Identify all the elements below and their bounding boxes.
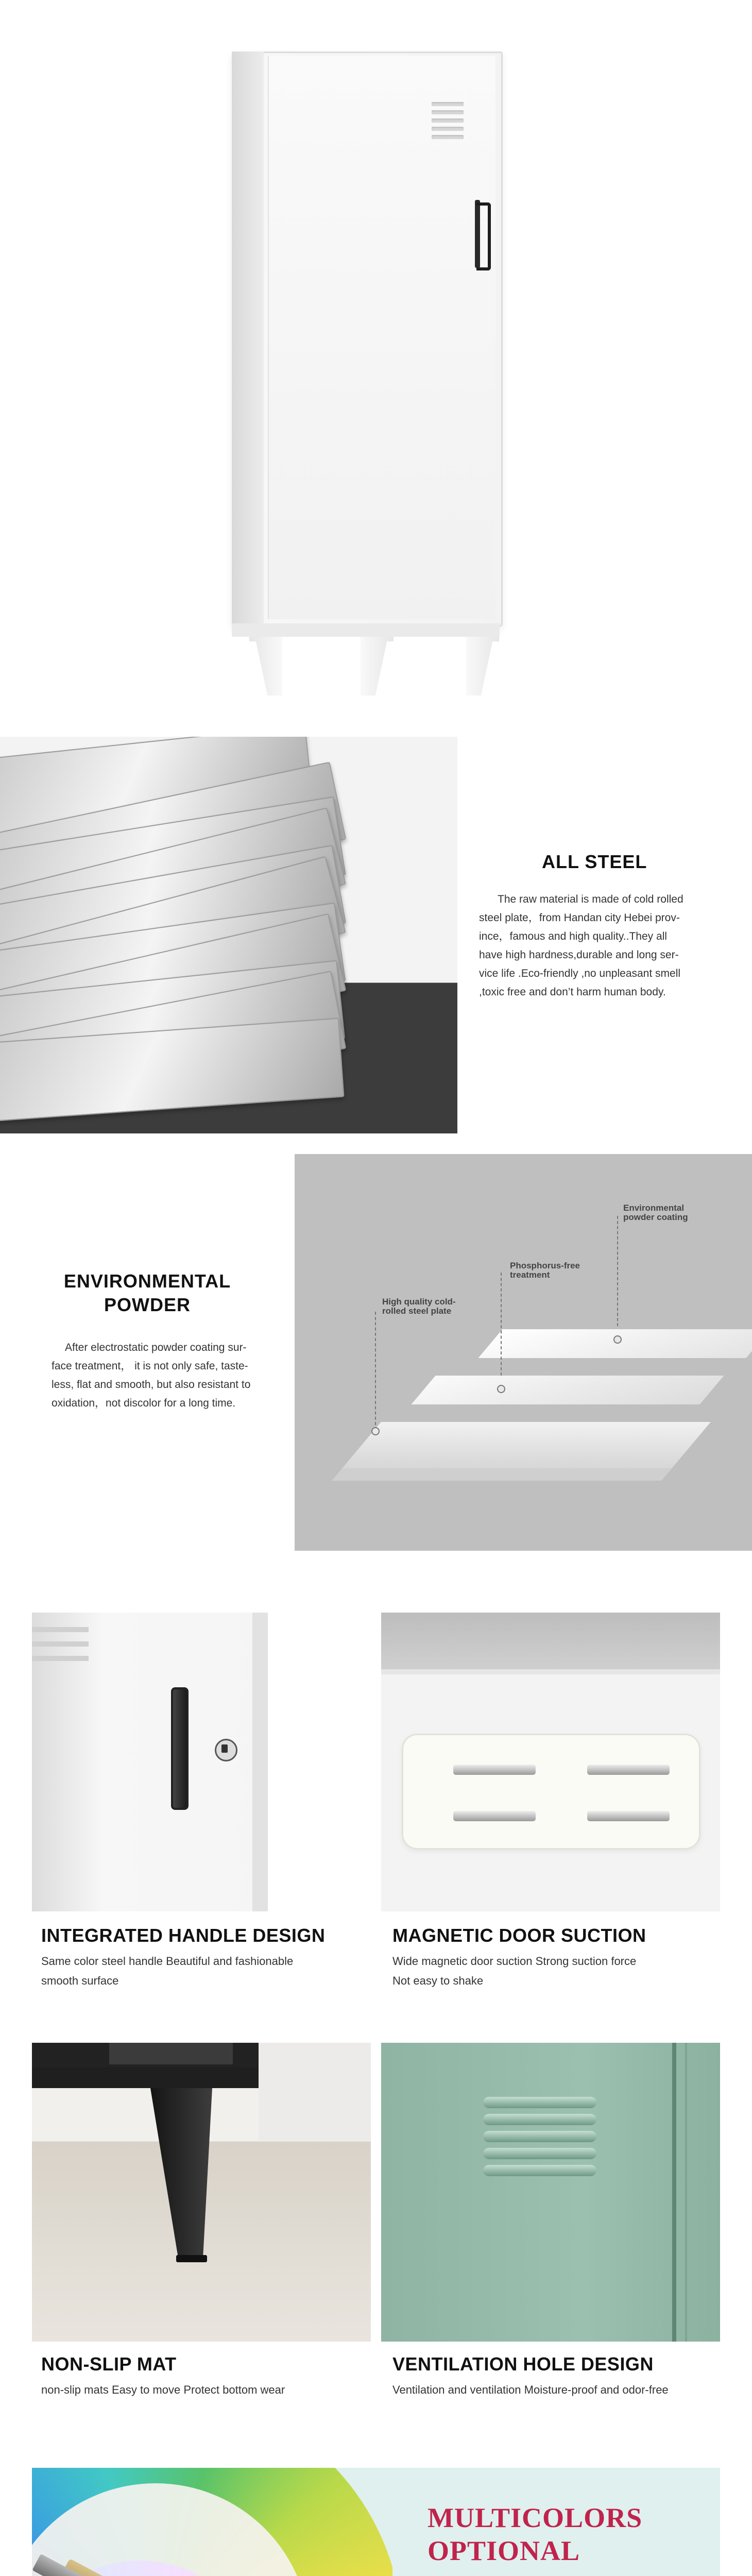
handle-icon <box>171 1687 189 1810</box>
feature-desc-magnetic: Wide magnetic door suction Strong suction force Not easy to shake <box>392 1955 637 1987</box>
magnet-strip <box>587 1765 670 1775</box>
powder-title: ENVIRONMENTAL POWDER <box>63 1270 231 1315</box>
cabinet-leg <box>150 2088 212 2258</box>
feature-title-magnetic: MAGNETIC DOOR SUCTION <box>392 1925 646 1946</box>
feature-title-non-slip: NON-SLIP MAT <box>41 2353 177 2375</box>
powder-description: After electrostatic powder coating sur- face treatment， it is not only safe, taste- less, flat and smooth, but also resistant to oxidation，not discolor for a long time. <box>52 1342 251 1409</box>
hero-section <box>0 0 752 721</box>
label-powder-coating: Environmental powder coating <box>623 1203 688 1222</box>
coating-layers-diagram <box>295 1154 752 1551</box>
vent-slot <box>483 2131 596 2142</box>
feature-desc-ventilation: Ventilation and ventilation Moisture-proof and odor-free <box>392 2383 669 2396</box>
feature-title-handle: INTEGRATED HANDLE DESIGN <box>41 1925 326 1946</box>
color-swatch-fan-image <box>32 2468 392 2576</box>
feature-title-ventilation: VENTILATION HOLE DESIGN <box>392 2353 654 2375</box>
ventilation-photo <box>381 2043 720 2342</box>
non-slip-photo <box>32 2043 371 2342</box>
magnet-strip <box>587 1811 670 1821</box>
base-steel-layer <box>332 1422 711 1481</box>
vent-slot <box>483 2165 596 2176</box>
steel-description: The raw material is made of cold rolled steel plate，from Handan city Hebei prov- ince，famous and high quality..They all have high hardness,durable and long ser- vice life .Eco-friendly ,no unpleasant smell ,toxic free and don’t harm human body. <box>479 893 683 998</box>
vent-slot <box>483 2148 596 2159</box>
vent-slot <box>483 2097 596 2108</box>
handle-photo <box>32 1613 268 1911</box>
vent-slot <box>483 2114 596 2125</box>
phosphorus-layer <box>412 1376 724 1404</box>
multicolor-title: MULTICOLORS OPTIONAL <box>428 2502 643 2566</box>
label-cold-rolled-steel: High quality cold- rolled steel plate <box>382 1297 456 1316</box>
magnet-strip <box>453 1765 536 1775</box>
magnetic-photo <box>381 1613 720 1911</box>
steel-title: ALL STEEL <box>542 851 647 872</box>
steel-plates-image <box>0 737 457 1133</box>
feature-desc-non-slip: non-slip mats Easy to move Protect bottom wear <box>41 2383 285 2396</box>
feature-desc-handle: Same color steel handle Beautiful and fashionable smooth surface <box>41 1955 294 1987</box>
magnet-strip <box>453 1811 536 1821</box>
label-phosphorus-free: Phosphorus-free treatment <box>510 1261 580 1280</box>
non-slip-pad <box>176 2255 207 2262</box>
powder-layer <box>478 1329 752 1358</box>
